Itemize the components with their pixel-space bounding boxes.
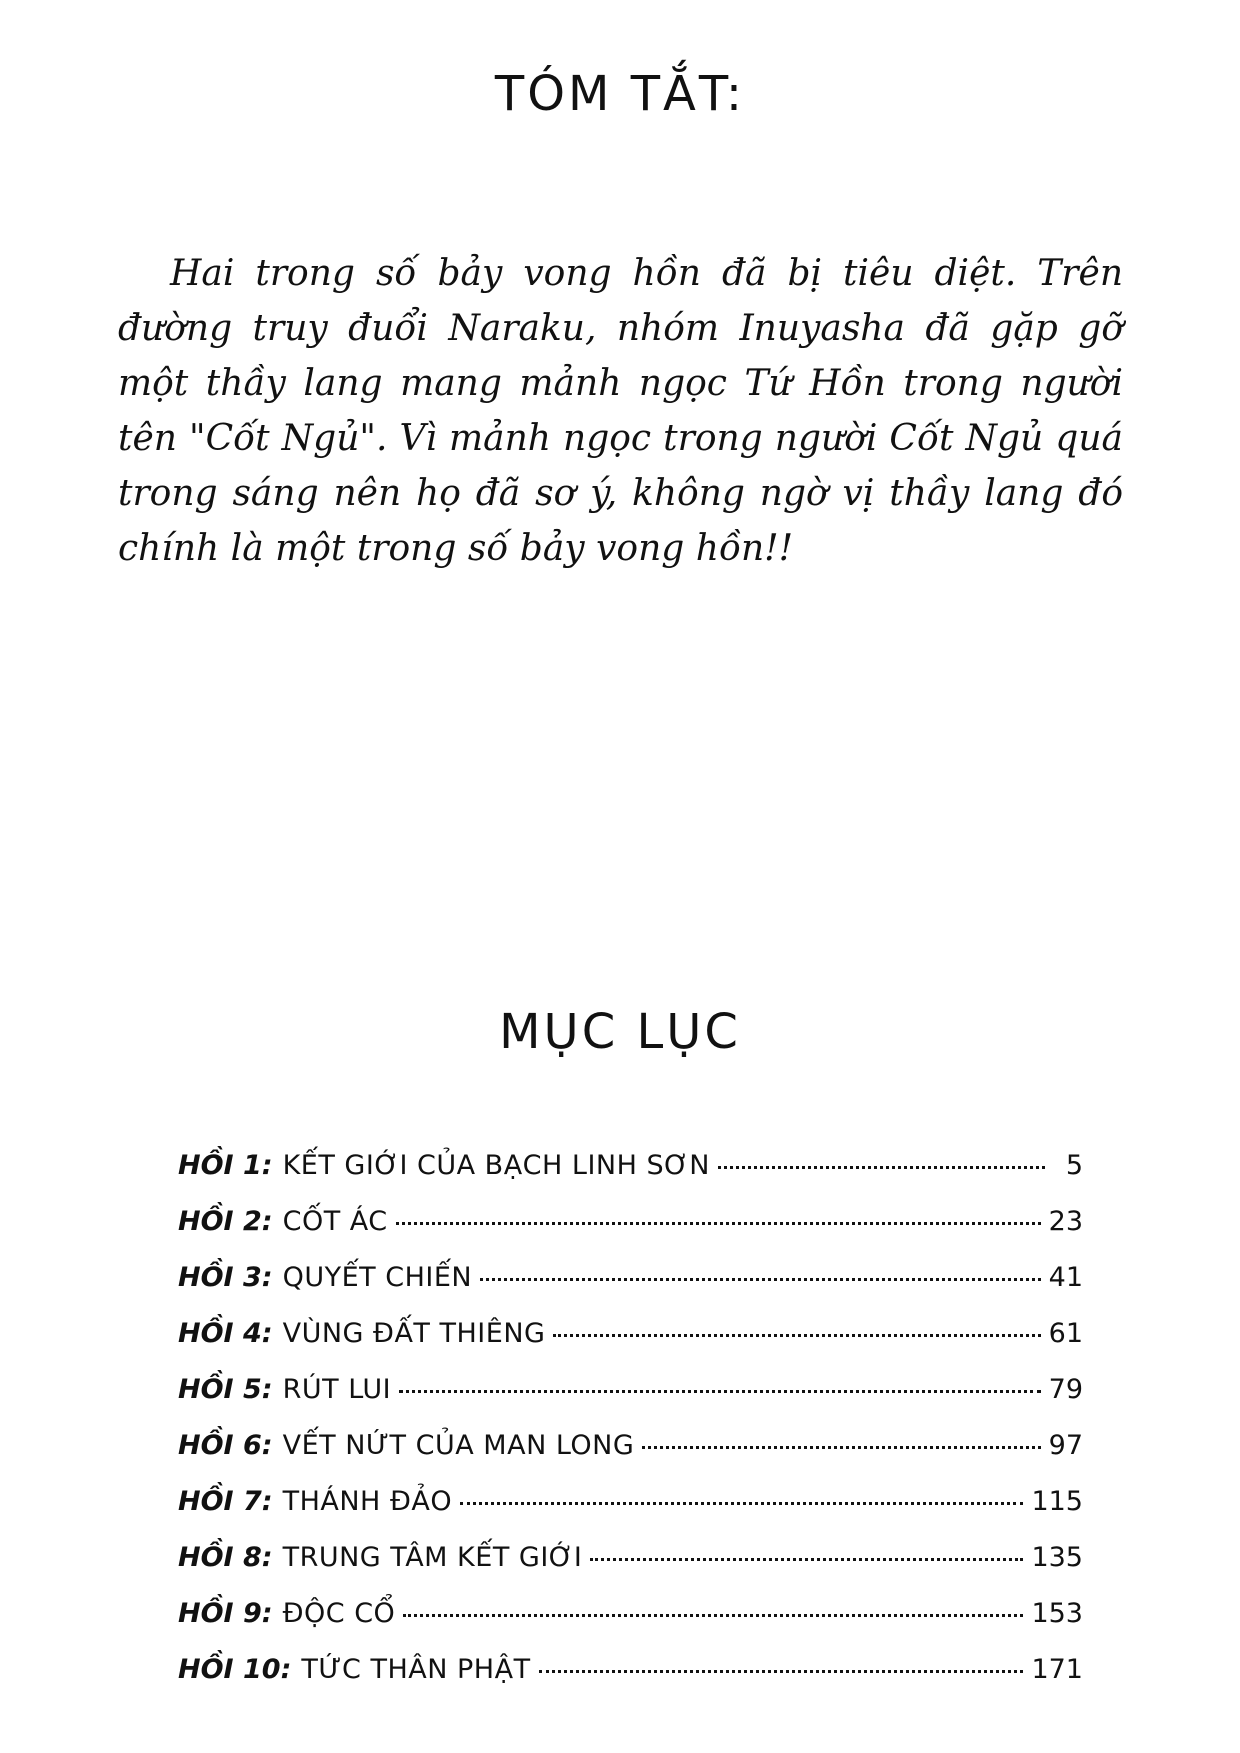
toc-chapter-number: HỒI 3: <box>178 1262 273 1293</box>
toc-chapter-number: HỒI 10: <box>178 1654 292 1685</box>
toc-dot-leader <box>553 1334 1040 1337</box>
toc-entry <box>178 1318 1083 1374</box>
table-of-contents <box>178 1150 1083 1710</box>
toc-chapter-number: HỒI 8: <box>178 1542 273 1573</box>
toc-chapter-title: TRUNG TÂM KẾT GIỚI <box>282 1542 583 1573</box>
toc-chapter-title: CỐT ÁC <box>282 1206 388 1237</box>
toc-page-number: 79 <box>1048 1374 1083 1405</box>
toc-entry <box>178 1542 1083 1598</box>
toc-chapter-number: HỒI 2: <box>178 1206 273 1237</box>
toc-page-number: 135 <box>1031 1542 1083 1573</box>
toc-chapter-number: HỒI 1: <box>178 1150 273 1181</box>
toc-entry <box>178 1654 1083 1710</box>
toc-dot-leader <box>642 1446 1040 1449</box>
toc-dot-leader <box>403 1614 1023 1617</box>
toc-entry <box>178 1430 1083 1486</box>
toc-page-number: 153 <box>1031 1598 1083 1629</box>
toc-chapter-number: HỒI 9: <box>178 1598 273 1629</box>
toc-chapter-number: HỒI 7: <box>178 1486 273 1517</box>
toc-entry <box>178 1262 1083 1318</box>
toc-chapter-number: HỒI 5: <box>178 1374 273 1405</box>
toc-entry <box>178 1486 1083 1542</box>
toc-page-number: 171 <box>1031 1654 1083 1685</box>
toc-entry <box>178 1206 1083 1262</box>
toc-chapter-title: ĐỘC CỔ <box>282 1598 396 1629</box>
toc-entry <box>178 1150 1083 1206</box>
toc-chapter-title: QUYẾT CHIẾN <box>282 1262 473 1293</box>
toc-dot-leader <box>399 1390 1041 1393</box>
toc-dot-leader <box>460 1502 1023 1505</box>
toc-chapter-title: KẾT GIỚI CỦA BẠCH LINH SƠN <box>282 1150 710 1181</box>
toc-chapter-number: HỒI 4: <box>178 1318 273 1349</box>
toc-dot-leader <box>718 1166 1045 1169</box>
toc-page-number: 23 <box>1048 1206 1083 1237</box>
toc-title: MỤC LỤC <box>499 1004 741 1060</box>
toc-chapter-title: VÙNG ĐẤT THIÊNG <box>282 1318 546 1349</box>
summary-title: TÓM TẮT: <box>494 66 746 122</box>
toc-chapter-title: VẾT NỨT CỦA MAN LONG <box>282 1430 635 1461</box>
toc-chapter-title: RÚT LUI <box>282 1374 392 1405</box>
toc-page-number: 115 <box>1031 1486 1083 1517</box>
summary-body: Hai trong số bảy vong hồn đã bị tiêu diệt. Trên đường truy đuổi Naraku, nhóm Inuyasha đã gặp gỡ một thầy lang mang mảnh ngọc Tứ Hồn trong người tên "Cốt Ngủ". Vì mảnh ngọc trong người Cốt Ngủ quá trong sáng nên họ đã sơ ý, không ngờ vị thầy lang đó chính là một trong số bảy vong hồn!! <box>118 253 1123 569</box>
toc-page-number: 61 <box>1048 1318 1083 1349</box>
toc-entry <box>178 1598 1083 1654</box>
toc-page-number: 5 <box>1065 1150 1083 1181</box>
toc-page-number: 41 <box>1048 1262 1083 1293</box>
toc-dot-leader <box>396 1222 1041 1225</box>
toc-chapter-title: TỨC THÂN PHẬT <box>301 1654 531 1685</box>
toc-page-number: 97 <box>1048 1430 1083 1461</box>
toc-chapter-number: HỒI 6: <box>178 1430 273 1461</box>
toc-entry <box>178 1374 1083 1430</box>
toc-dot-leader <box>480 1278 1041 1281</box>
toc-dot-leader <box>590 1558 1023 1561</box>
toc-chapter-title: THÁNH ĐẢO <box>282 1486 453 1517</box>
toc-dot-leader <box>539 1670 1024 1673</box>
